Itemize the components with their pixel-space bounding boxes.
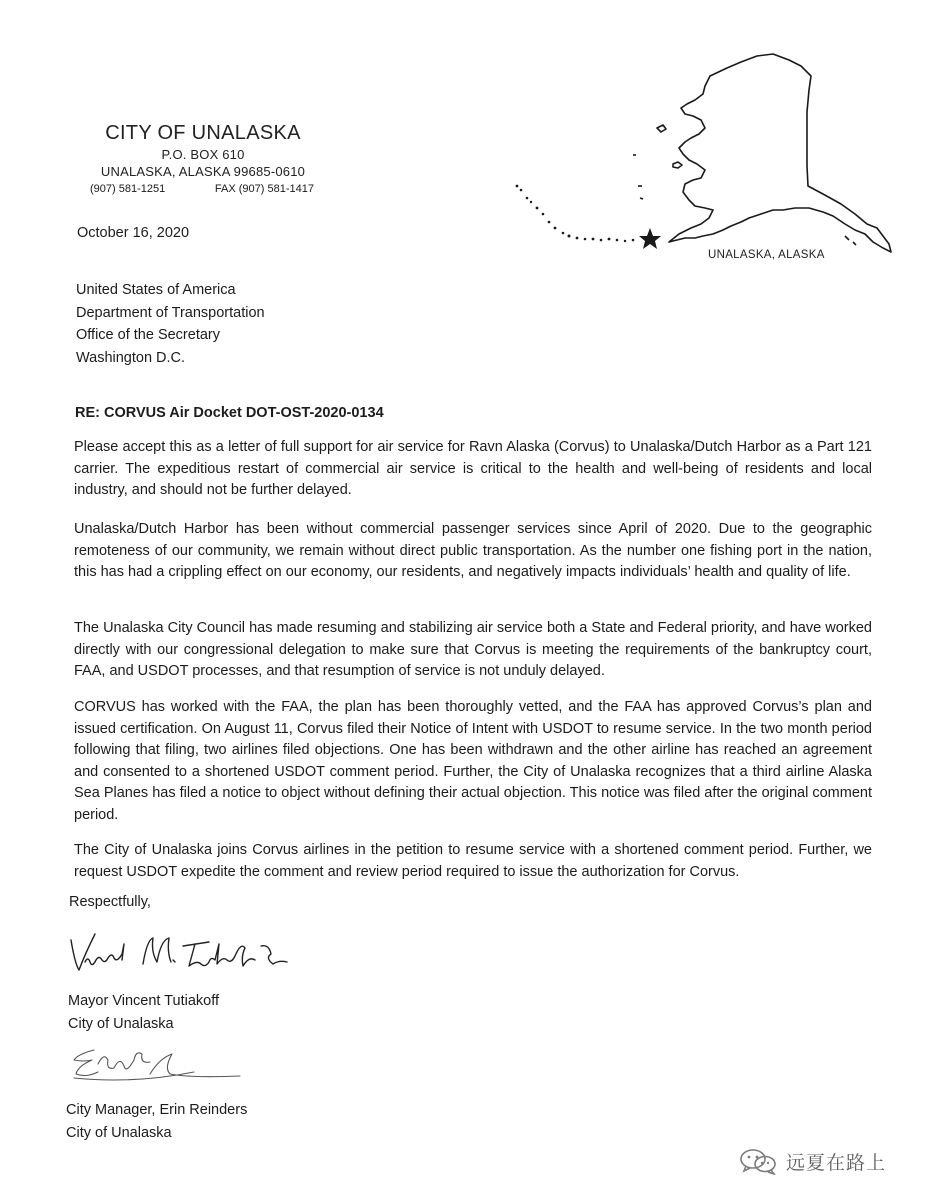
letter-date: October 16, 2020 — [77, 225, 190, 241]
mayor-block — [68, 990, 219, 1035]
body-paragraph: CORVUS has worked with the FAA, the plan has been thoroughly vetted, and the FAA has approved Corvus’s plan and issued certification. On August 11, Corvus filed their Notice of Intent with USDOT to resume service. In the two month period following that filing, two airlines filed objections. One has been withdrawn and the other airline has reached an agreement and consented to a shortened USDOT comment period. Further, the City of Unalaska recognizes that a third airline Alaska Sea Planes has filed a notice to object without defining their actual objection. This notice was filed after the original comment period. — [74, 699, 872, 823]
map-label: UNALASKA, ALASKA — [708, 249, 825, 261]
letterhead — [88, 122, 318, 195]
manager-block — [66, 1099, 247, 1144]
mayor-name: Mayor Vincent Tutiakoff — [68, 993, 219, 1009]
recipient-address — [76, 279, 265, 369]
wechat-icon — [738, 1147, 778, 1175]
manager-name: City Manager, Erin Reinders — [66, 1102, 248, 1118]
watermark — [738, 1147, 886, 1175]
phone-number: (907) 581-1251 — [90, 183, 166, 195]
recipient-line: United States of America — [76, 282, 236, 298]
fax-number: FAX (907) 581-1417 — [214, 183, 314, 195]
city-state-zip: UNALASKA, ALASKA 99685-0610 — [100, 164, 306, 179]
closing: Respectfully, — [69, 894, 151, 910]
recipient-line: Washington D.C. — [76, 349, 186, 366]
body-paragraph: Please accept this as a letter of full support for air service for Ravn Alaska (Corvus) to Unalaska/Dutch Harbor as a Part 121 carrier. The expeditious restart of commercial air service is critical to the health and well-being of residents and local industry, and should not be further delayed. — [74, 439, 872, 498]
mayor-signature — [65, 926, 295, 976]
alaska-map-icon — [505, 38, 905, 278]
contact-numbers — [88, 183, 318, 195]
manager-signature — [64, 1040, 244, 1090]
body-paragraph: The City of Unalaska joins Corvus airlines in the petition to resume service with a shortened comment period. Further, we request USDOT expedite the comment and review period required to issue the authorization for Corvus. — [74, 842, 872, 880]
mayor-org: City of Unalaska — [68, 1015, 174, 1032]
manager-org: City of Unalaska — [66, 1124, 172, 1141]
recipient-line: Office of the Secretary — [76, 327, 220, 343]
body-paragraph: Unalaska/Dutch Harbor has been without commercial passenger services since April of 2020. Due to the geographic remoteness of our community, we remain without direct public transportation. As the number one fishing port in the nation, this has had a crippling effect on our economy, our residents, and negatively impacts individuals’ health and quality of life. — [74, 521, 872, 580]
recipient-line: Department of Transportation — [76, 304, 265, 321]
po-box: P.O. BOX 610 — [161, 147, 245, 162]
org-name: CITY OF UNALASKA — [105, 122, 301, 144]
watermark-text: 远夏在路上 — [786, 1151, 887, 1174]
subject-line: RE: CORVUS Air Docket DOT-OST-2020-0134 — [75, 405, 384, 421]
body-paragraph: The Unalaska City Council has made resuming and stabilizing air service both a State and Federal priority, and have worked directly with our congressional delegation to make sure that Corvus is meeting the requirements of the bankruptcy court, FAA, and USDOT processes, and that resumption of service is not unduly delayed. — [74, 620, 872, 679]
unalaska-star-icon — [639, 228, 661, 249]
